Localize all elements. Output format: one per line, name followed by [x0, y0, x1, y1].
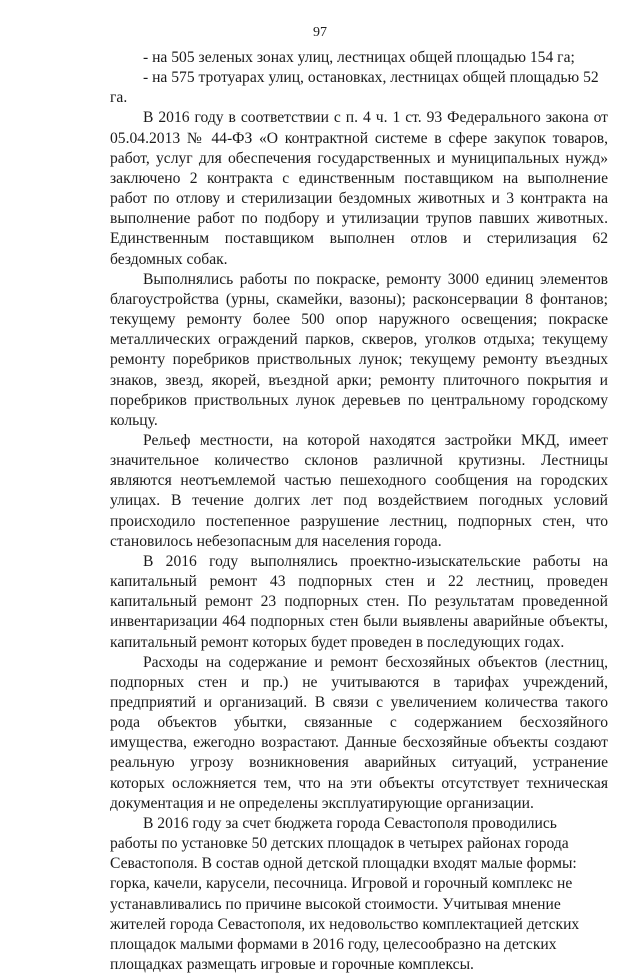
paragraph-capital-repair: В 2016 году выполнялись проектно-изыскательские работы на капитальный ремонт 43 подпорных стен и 22 лестниц, проведен капитальный ремонт 23 подпорных стен. По результатам проведенной инвентаризации 464 подпорных стен были выявлены аварийные объекты, капитальный ремонт которых будет проведен в последующих годах. — [110, 552, 608, 651]
paragraph-ownerless-objects: Расходы на содержание и ремонт бесхозяйных объектов (лестниц, подпорных стен и пр.) не учитываются в тарифах учреждений, предприятий и организаций. В связи с увеличением количества такого рода объектов убытки, связанные с содержанием бесхозяйного имущества, ежегодно возрастают. Данные бесхозяйные объекты создают реальную угрозу возникновения аварийных ситуаций, устранение которых осложняется тем, что на эти объекты отсутствует техническая документация и не определены эксплуатирующие организации. — [110, 653, 608, 812]
paragraph-terrain: Рельеф местности, на которой находятся застройки МКД, имеет значительное количество склонов различной крутизны. Лестницы являются неотъемлемой частью пешеходного сообщения на городских улицах. В течение долгих лет под воздействием погодных условий происходило постепенное разрушение лестниц, подпорных стен, что становилось небезопасным для населения города. — [110, 431, 608, 550]
document-body — [110, 48, 608, 975]
paragraph-repair-works: Выполнялись работы по покраске, ремонту 3000 единиц элементов благоустройства (урны, скамейки, вазоны); расконсервации 8 фонтанов; текущему ремонту более 500 опор наружного освещения; покраске металлических ограждений парков, скверов, уголков отдыха; текущему ремонту поребриков приствольных лунок; текущему ремонту въездных знаков, звезд, якорей, въездной арки; ремонту плиточного покрытия и поребриков приствольных лунок деревьев по центральному городскому кольцу. — [110, 270, 608, 429]
paragraph-contracts: В 2016 году в соответствии с п. 4 ч. 1 ст. 93 Федерального закона от 05.04.2013 № 44-ФЗ «О контрактной системе в сфере закупок товаров, работ, услуг для обеспечения государственных и муниципальных нужд» заключено 2 контракта с единственным поставщиком на выполнение работ по отлову и стерилизации бездомных животных и 3 контракта на выполнение работ по подбору и утилизации трупов павших животных. Единственным поставщиком выполнен отлов и стерилизация 62 бездомных собак. — [110, 109, 608, 268]
paragraph-playgrounds: В 2016 году за счет бюджета города Севастополя проводились работы по установке 50 детских площадок в четырех районах города Севастополя. В состав одной детской площадки входят малые формы: горка, качели, карусели, песочница. Игровой и горочный комплекс не устанавливались по причине высокой стоимости. Учитывая мнение жителей города Севастополя, их недовольство комплектацией детских площадок малыми формами в 2016 году, целесообразно на детских площадках размещать игровые и горочные комплексы. — [110, 814, 580, 974]
list-item-sidewalks: - на 575 тротуарах улиц, остановках, лестницах общей площадью 52 га. — [110, 69, 599, 107]
list-item-green-zones: - на 505 зеленых зонах улиц, лестницах общей площадью 154 га; — [143, 49, 575, 66]
page-number: 97 — [313, 25, 327, 40]
